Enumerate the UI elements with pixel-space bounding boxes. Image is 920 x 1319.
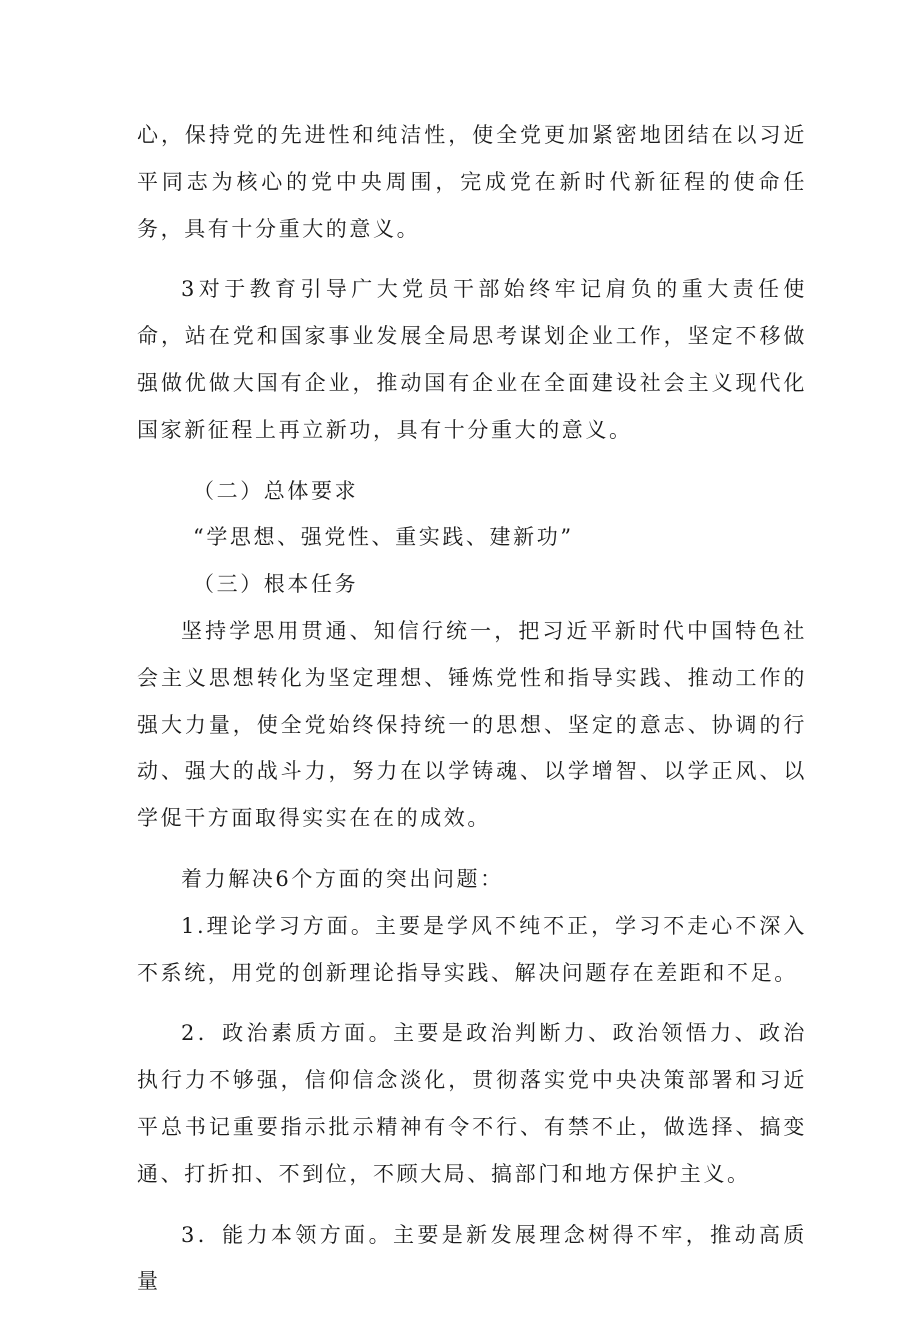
list-item-ability-skill: 3．能力本领方面。主要是新发展理念树得不牢，推动高质量 [137,1222,807,1294]
paragraph-six-problems-intro: 着力解决6个方面的突出问题： [181,866,504,891]
section-heading-overall-requirements: （二）总体要求 [193,478,359,503]
paragraph-point-3: 3对于教育引导广大党员干部始终牢记肩负的重大责任使命，站在党和国家事业发展全局思考谋划企业工作，坚定不移做强做优做大国有企业，推动国有企业在全面建设社会主义现代化国家新征程上再立新功，具有十分重大的意义。 [137,277,807,442]
paragraph-continuation: 心，保持党的先进性和纯洁性，使全党更加紧密地团结在以习近平同志为核心的党中央周围，完成党在新时代新征程的使命任务，具有十分重大的意义。 [137,123,807,241]
document-body [137,112,807,1319]
slogan-line: “学思想、强党性、重实践、建新功” [193,525,574,550]
paragraph-fundamental-task: 坚持学思用贯通、知信行统一，把习近平新时代中国特色社会主义思想转化为坚定理想、锤炼党性和指导实践、推动工作的强大力量，使全党始终保持统一的思想、坚定的意志、协调的行动、强大的战斗力，努力在以学铸魂、以学增智、以学正风、以学促干方面取得实实在在的成效。 [137,618,807,831]
section-heading-fundamental-task: （三）根本任务 [193,572,359,597]
list-item-theory-study: 1.理论学习方面。主要是学风不纯不正，学习不走心不深入不系统，用党的创新理论指导实践、解决问题存在差距和不足。 [137,913,807,985]
list-item-political-quality: 2．政治素质方面。主要是政治判断力、政治领悟力、政治执行力不够强，信仰信念淡化，贯彻落实党中央决策部署和习近平总书记重要指示批示精神有令不行、有禁不止，做选择、搞变通、打折扣、不到位，不顾大局、搞部门和地方保护主义。 [137,1021,807,1186]
